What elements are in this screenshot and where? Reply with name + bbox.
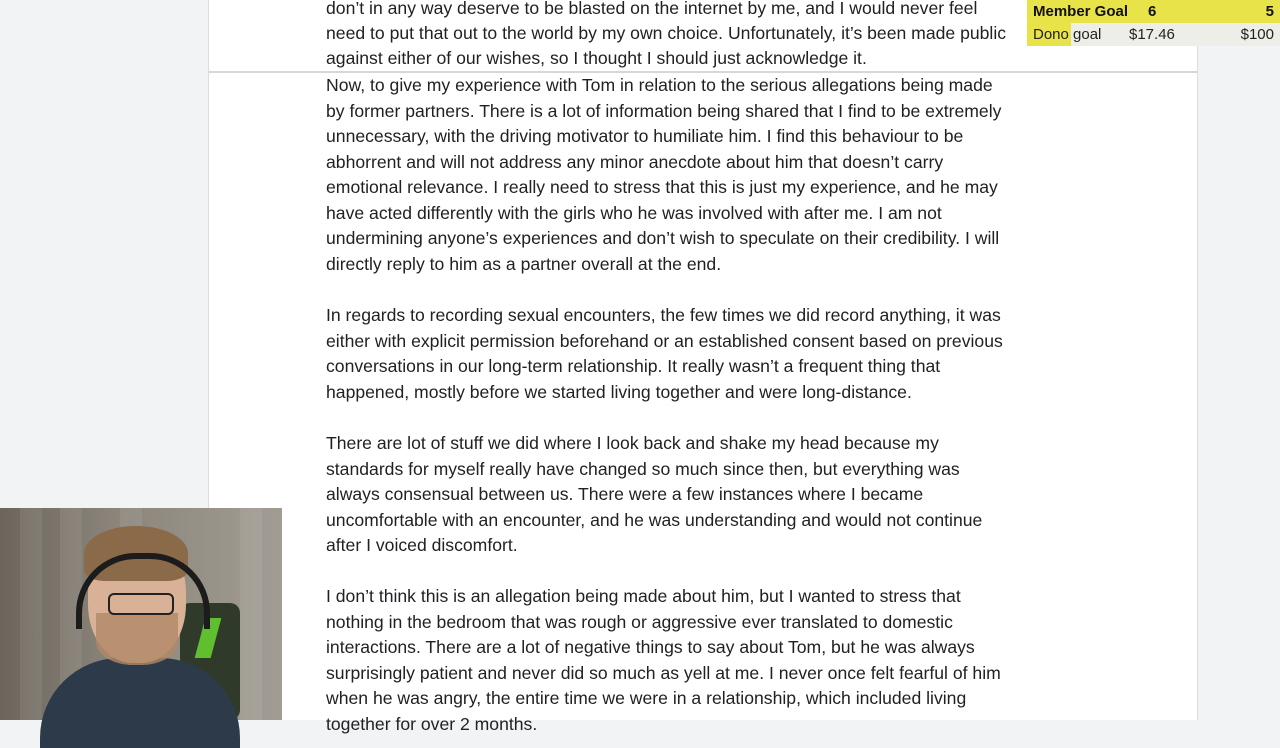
doc-line: There are lot of stuff we did where I look back and shake my head because my bbox=[326, 433, 939, 453]
doc-line: I don’t think this is an allegation being made about him, but I wanted to stress that bbox=[326, 586, 961, 606]
doc-line: Now, to give my experience with Tom in relation to the serious allegations being made bbox=[326, 75, 993, 95]
doc-line: conversations in our long-term relationship. It really wasn’t a frequent thing that bbox=[326, 356, 941, 376]
member-goal-label: Member Goal bbox=[1033, 3, 1129, 20]
member-goal-row bbox=[1027, 0, 1280, 23]
doc-line: always consensual between us. There were a few instances where I became bbox=[326, 484, 924, 504]
doc-line: emotional relevance. I really need to stress that this is just my experience, and he may bbox=[326, 177, 998, 197]
doc-line: abhorrent and will not address any minor anecdote about him that doesn’t carry bbox=[326, 152, 944, 172]
doc-line: against either of our wishes, so I thought I should just acknowledge it. bbox=[326, 48, 867, 68]
doc-line: unnecessary, with the driving motivator to humiliate him. I find this behaviour to be bbox=[326, 126, 964, 146]
doc-line: standards for myself really have changed so much since then, but everything was bbox=[326, 459, 960, 479]
stream-goals-overlay bbox=[1027, 0, 1280, 46]
doc-line: don’t in any way deserve to be blasted on the internet by me, and I would never feel bbox=[326, 0, 978, 18]
doc-line: interactions. There are a lot of negative things to say about Tom, but he was always bbox=[326, 637, 975, 657]
dono-goal-label: Dono goal bbox=[1033, 26, 1102, 43]
dono-goal-row bbox=[1027, 23, 1280, 46]
doc-line: have acted differently with the girls who he was involved with after me. I am not bbox=[326, 203, 942, 223]
doc-line: surprisingly patient and never did so much as yell at me. I never once felt fearful of him bbox=[326, 663, 1001, 683]
doc-line: either with explicit permission beforehand or an established consent based on previous bbox=[326, 331, 1003, 351]
doc-line: directly reply to him as a partner overall at the end. bbox=[326, 254, 722, 274]
doc-line: after I voiced discomfort. bbox=[326, 535, 518, 555]
doc-line: by former partners. There is a lot of information being shared that I find to be extremely bbox=[326, 101, 1002, 121]
doc-line: when he was angry, the entire time we were in a relationship, which included living bbox=[326, 688, 967, 708]
webcam-feed bbox=[0, 508, 282, 720]
doc-line: nothing in the bedroom that was rough or aggressive ever translated to domestic bbox=[326, 612, 953, 632]
doc-line: uncomfortable with an encounter, and he was understanding and would not continue bbox=[326, 510, 983, 530]
member-goal-target: 5 bbox=[1265, 3, 1274, 20]
dono-goal-current: $17.46 bbox=[1129, 26, 1175, 43]
glasses-icon bbox=[108, 593, 174, 615]
member-goal-current: 6 bbox=[1148, 3, 1157, 20]
dono-goal-target: $100 bbox=[1240, 26, 1274, 43]
doc-line: undermining anyone’s experiences and don’t wish to speculate on their credibility. I will bbox=[326, 228, 1000, 248]
doc-line: In regards to recording sexual encounters, the few times we did record anything, it was bbox=[326, 305, 1001, 325]
doc-line: happened, mostly before we started living together and were long-distance. bbox=[326, 382, 912, 402]
document-page[interactable] bbox=[208, 0, 1198, 734]
doc-line: together for over 2 months. bbox=[326, 714, 538, 734]
doc-line: need to put that out to the world by my own choice. Unfortunately, it’s been made public bbox=[326, 23, 1007, 43]
